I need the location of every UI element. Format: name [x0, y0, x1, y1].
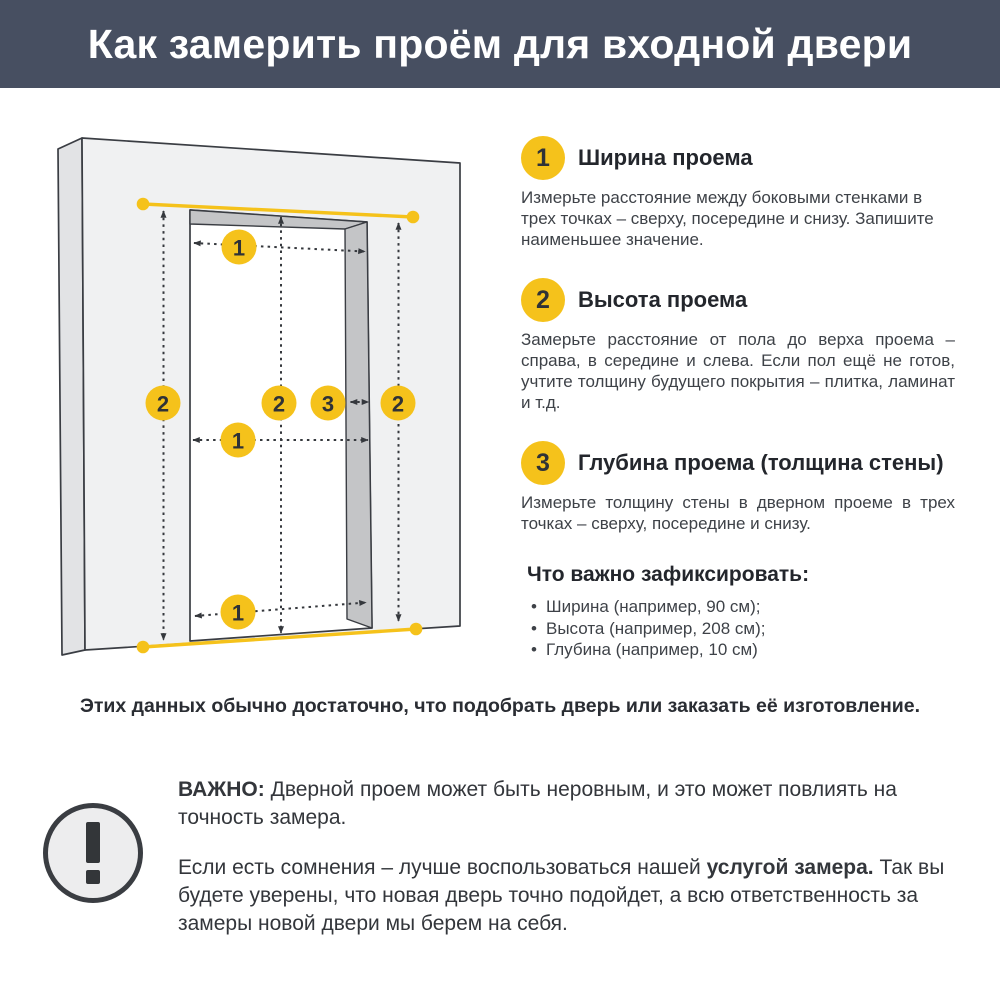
svg-text:2: 2 [272, 391, 286, 417]
svg-text:2: 2 [156, 391, 170, 417]
svg-text:1: 1 [232, 235, 246, 261]
section-height [521, 278, 955, 413]
wall-side-face [58, 138, 85, 655]
important-note [178, 776, 960, 938]
marker-height-right [381, 386, 416, 421]
important-paragraph-2: Если есть сомнения – лучше воспользоваться нашей услугой замера. Так вы будете уверены, что новая дверь точно подойдет, а всю ответственность за замеры новой двери мы берем на себя. [178, 856, 945, 935]
section-1-badge: 1 [521, 136, 565, 180]
section-depth [521, 441, 955, 534]
section-1-body: Измерьте расстояние между боковыми стенками в трех точках – сверху, посередине и снизу. Запишите наименьшее значение. [521, 188, 934, 249]
section-2-title: Высота проема [578, 287, 748, 312]
section-width [521, 136, 955, 250]
svg-text:1: 1 [231, 600, 245, 626]
door-measurement-diagram [30, 120, 510, 680]
checklist-title: Что важно зафиксировать: [527, 563, 810, 586]
marker-width-middle [221, 423, 256, 458]
checklist [527, 562, 957, 661]
header-band [0, 0, 1000, 88]
section-1-title: Ширина проема [578, 145, 753, 170]
svg-text:3: 3 [321, 391, 335, 417]
important-paragraph-1: ВАЖНО: Дверной проем может быть неровным, и это может повлиять на точность замера. [178, 778, 897, 829]
section-3-title: Глубина проема (толщина стены) [578, 450, 944, 475]
opening-jamb-reveal [345, 222, 372, 628]
section-3-body: Измерьте толщину стены в дверном проеме в трех точках – сверху, посередине и снизу. [521, 493, 955, 533]
svg-text:1: 1 [231, 428, 245, 454]
exclamation-dot [86, 870, 100, 884]
width-dotted-line-top [194, 243, 365, 252]
exclamation-icon [43, 803, 143, 903]
checklist-item-depth: • Глубина (например, 10 см) [527, 639, 957, 661]
important-label: ВАЖНО: [178, 778, 265, 801]
checklist-item-height: • Высота (например, 208 см); [527, 618, 957, 640]
marker-height-left [146, 386, 181, 421]
section-2-badge: 2 [521, 278, 565, 322]
exclamation-bar [86, 822, 100, 863]
measure-service-highlight: услугой замера. [706, 856, 874, 879]
marker-depth [311, 386, 346, 421]
page-title: Как замерить проём для входной двери [87, 20, 913, 67]
section-2-body: Замерьте расстояние от пола до верха проема – справа, в середине и слева. Если пол ещё не готов, учтите толщину будущего покрытия – плитка, ламинат и т.д. [521, 330, 955, 412]
svg-text:2: 2 [391, 391, 405, 417]
marker-height-middle [262, 386, 297, 421]
marker-width-top [222, 230, 257, 265]
marker-width-bottom [221, 595, 256, 630]
section-3-badge: 3 [521, 441, 565, 485]
checklist-item-width: • Ширина (например, 90 см); [527, 596, 957, 618]
summary-line: Этих данных обычно достаточно, что подобрать дверь или заказать её изготовление. [79, 695, 921, 717]
